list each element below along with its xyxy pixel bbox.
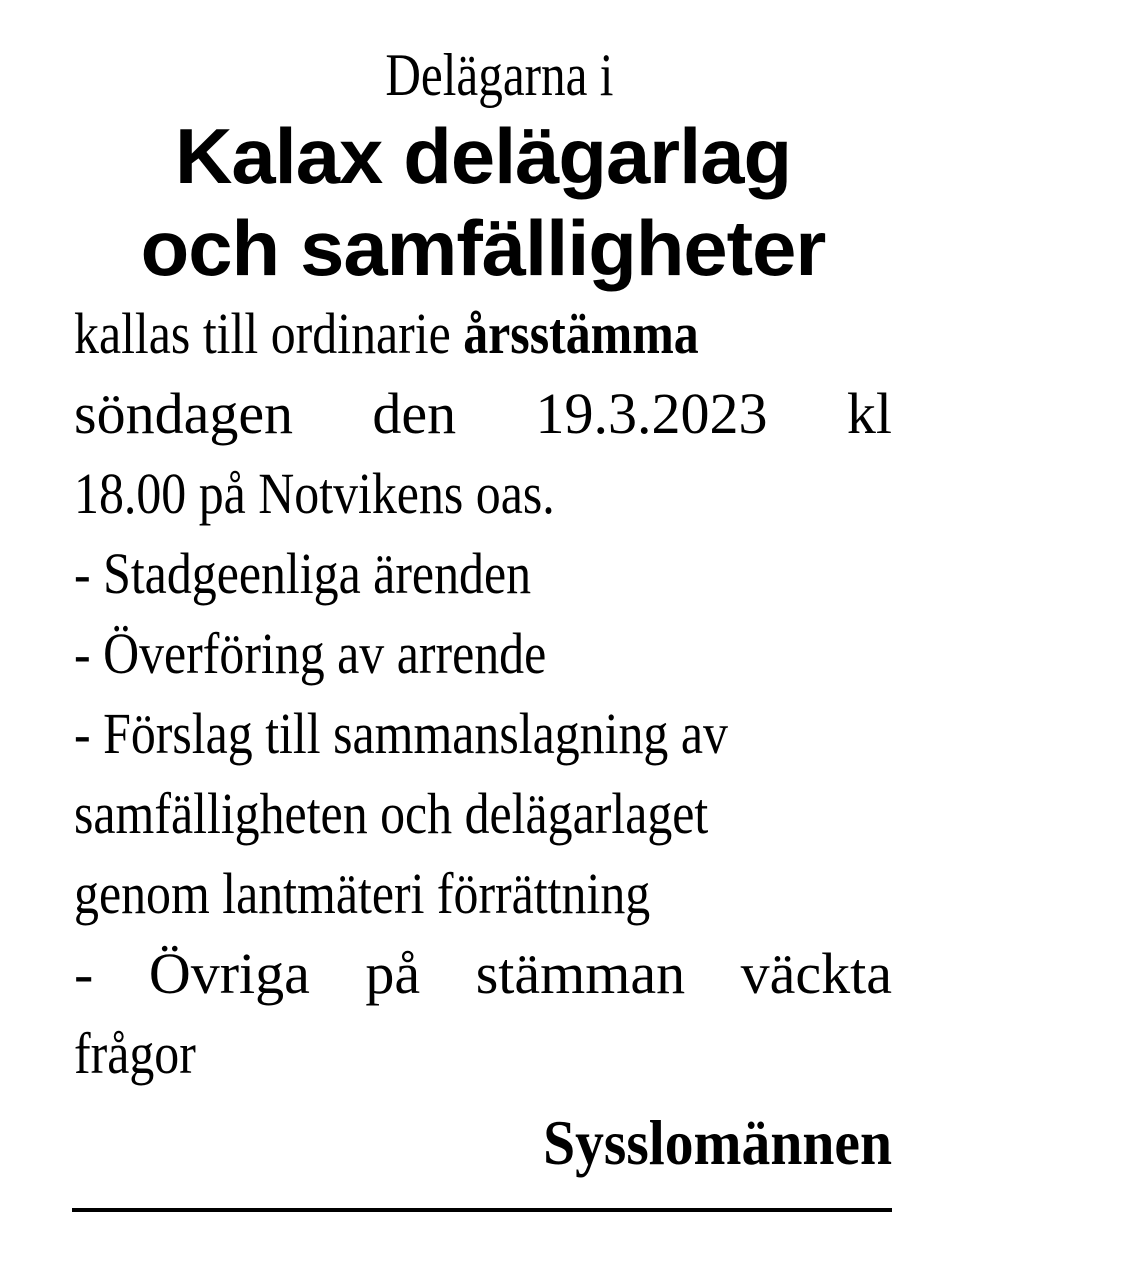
signature: Sysslomännen [543, 1107, 892, 1178]
notice-intro: Delägarna i [385, 42, 614, 108]
agenda-word: stämman [475, 941, 686, 1006]
date-line [74, 374, 892, 454]
agenda-word: - [74, 941, 94, 1006]
agenda-word: på [365, 941, 421, 1006]
agenda-item-end: frågor [74, 1021, 196, 1086]
meeting-notice [74, 36, 892, 1184]
date-word: kl [846, 381, 892, 446]
date-word: söndagen [74, 381, 294, 446]
notice-heading [66, 110, 900, 294]
call-line [74, 294, 777, 374]
heading-line-2: och samfälligheter [140, 204, 826, 292]
agenda-word: väckta [740, 941, 892, 1006]
agenda-item: - Förslag till sammanslagning av [74, 701, 728, 766]
agenda-item: - Överföring av arrende [74, 621, 547, 686]
date-value: 19.3.2023 [535, 381, 768, 446]
call-annual-meeting: årsstämma [463, 301, 699, 366]
notice-body [74, 294, 892, 1094]
agenda-item-last [74, 934, 892, 1014]
call-prefix: kallas till ordinarie [74, 301, 451, 366]
heading-line-1: Kalax delägarlag [174, 112, 792, 200]
agenda-item: - Stadgeenliga ärenden [74, 541, 532, 606]
agenda-item: genom lantmäteri förrättning [74, 861, 651, 926]
agenda-word: Övriga [148, 941, 310, 1006]
bottom-divider [72, 1208, 892, 1212]
time-place-line: 18.00 på Notvikens oas. [74, 461, 555, 526]
agenda-item: samfälligheten och delägarlaget [74, 781, 709, 846]
date-word: den [372, 381, 457, 446]
